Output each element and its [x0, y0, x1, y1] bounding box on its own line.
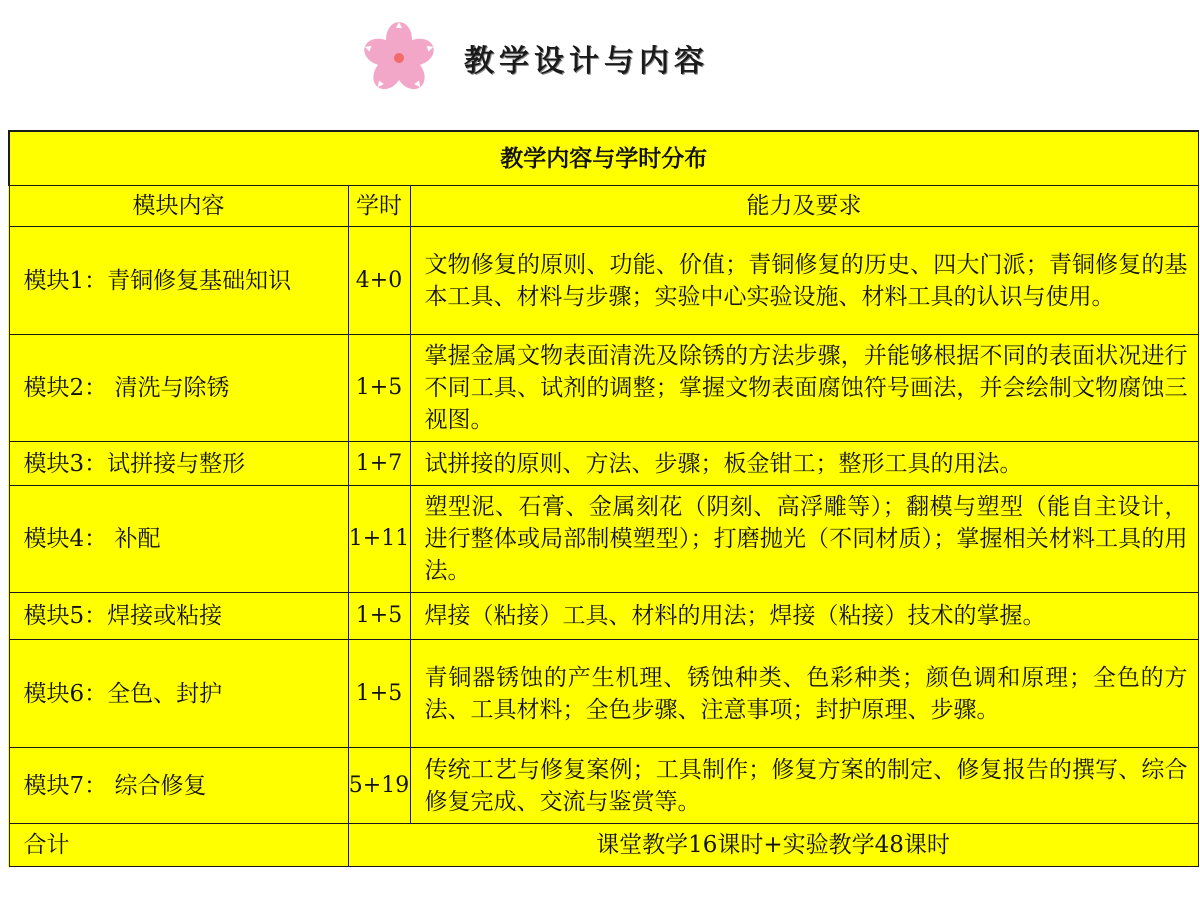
table-row: [9, 748, 1198, 824]
module-name: 模块5：焊接或粘接: [9, 593, 348, 640]
table-title: 教学内容与学时分布: [9, 131, 1198, 186]
column-header-module: 模块内容: [9, 186, 348, 227]
table-total-row: [9, 824, 1198, 867]
table-row: [9, 593, 1198, 640]
page-header: [360, 20, 840, 96]
module-requirements: 掌握金属文物表面清洗及除锈的方法步骤，并能够根据不同的表面状况进行不同工具、试剂的调整；掌握文物表面腐蚀符号画法，并会绘制文物腐蚀三视图。: [410, 335, 1198, 442]
module-hours: 1+7: [348, 442, 410, 486]
module-name: 模块6：全色、封护: [9, 640, 348, 748]
module-requirements: 塑型泥、石膏、金属刻花（阴刻、高浮雕等）；翻模与塑型（能自主设计，进行整体或局部制模塑型）；打磨抛光（不同材质）；掌握相关材料工具的用法。: [410, 486, 1198, 593]
module-name: 模块7： 综合修复: [9, 748, 348, 824]
cherry-blossom-icon: [360, 20, 438, 96]
module-hours: 1+11: [348, 486, 410, 593]
table-title-row: [9, 131, 1198, 186]
module-hours: 1+5: [348, 640, 410, 748]
column-header-hours: 学时: [348, 186, 410, 227]
module-name: 模块1：青铜修复基础知识: [9, 227, 348, 335]
table-row: [9, 227, 1198, 335]
module-requirements: 焊接（粘接）工具、材料的用法；焊接（粘接）技术的掌握。: [410, 593, 1198, 640]
module-hours: 1+5: [348, 593, 410, 640]
module-hours: 5+19: [348, 748, 410, 824]
table-row: [9, 442, 1198, 486]
module-requirements: 传统工艺与修复案例；工具制作；修复方案的制定、修复报告的撰写、综合修复完成、交流与鉴赏等。: [410, 748, 1198, 824]
total-value: 课堂教学16课时+实验教学48课时: [348, 824, 1198, 867]
module-name: 模块4： 补配: [9, 486, 348, 593]
course-content-table: [8, 130, 1199, 867]
module-name: 模块3：试拼接与整形: [9, 442, 348, 486]
module-requirements: 青铜器锈蚀的产生机理、锈蚀种类、色彩种类；颜色调和原理；全色的方法、工具材料；全色步骤、注意事项；封护原理、步骤。: [410, 640, 1198, 748]
total-label: 合计: [9, 824, 348, 867]
column-header-requirements: 能力及要求: [410, 186, 1198, 227]
table-row: [9, 335, 1198, 442]
table-row: [9, 486, 1198, 593]
module-hours: 1+5: [348, 335, 410, 442]
module-requirements: 试拼接的原则、方法、步骤；板金钳工；整形工具的用法。: [410, 442, 1198, 486]
module-requirements: 文物修复的原则、功能、价值；青铜修复的历史、四大门派；青铜修复的基本工具、材料与步骤；实验中心实验设施、材料工具的认识与使用。: [410, 227, 1198, 335]
table-header-row: [9, 186, 1198, 227]
page-title: 教学设计与内容: [464, 44, 709, 79]
module-name: 模块2： 清洗与除锈: [9, 335, 348, 442]
table-row: [9, 640, 1198, 748]
module-hours: 4+0: [348, 227, 410, 335]
